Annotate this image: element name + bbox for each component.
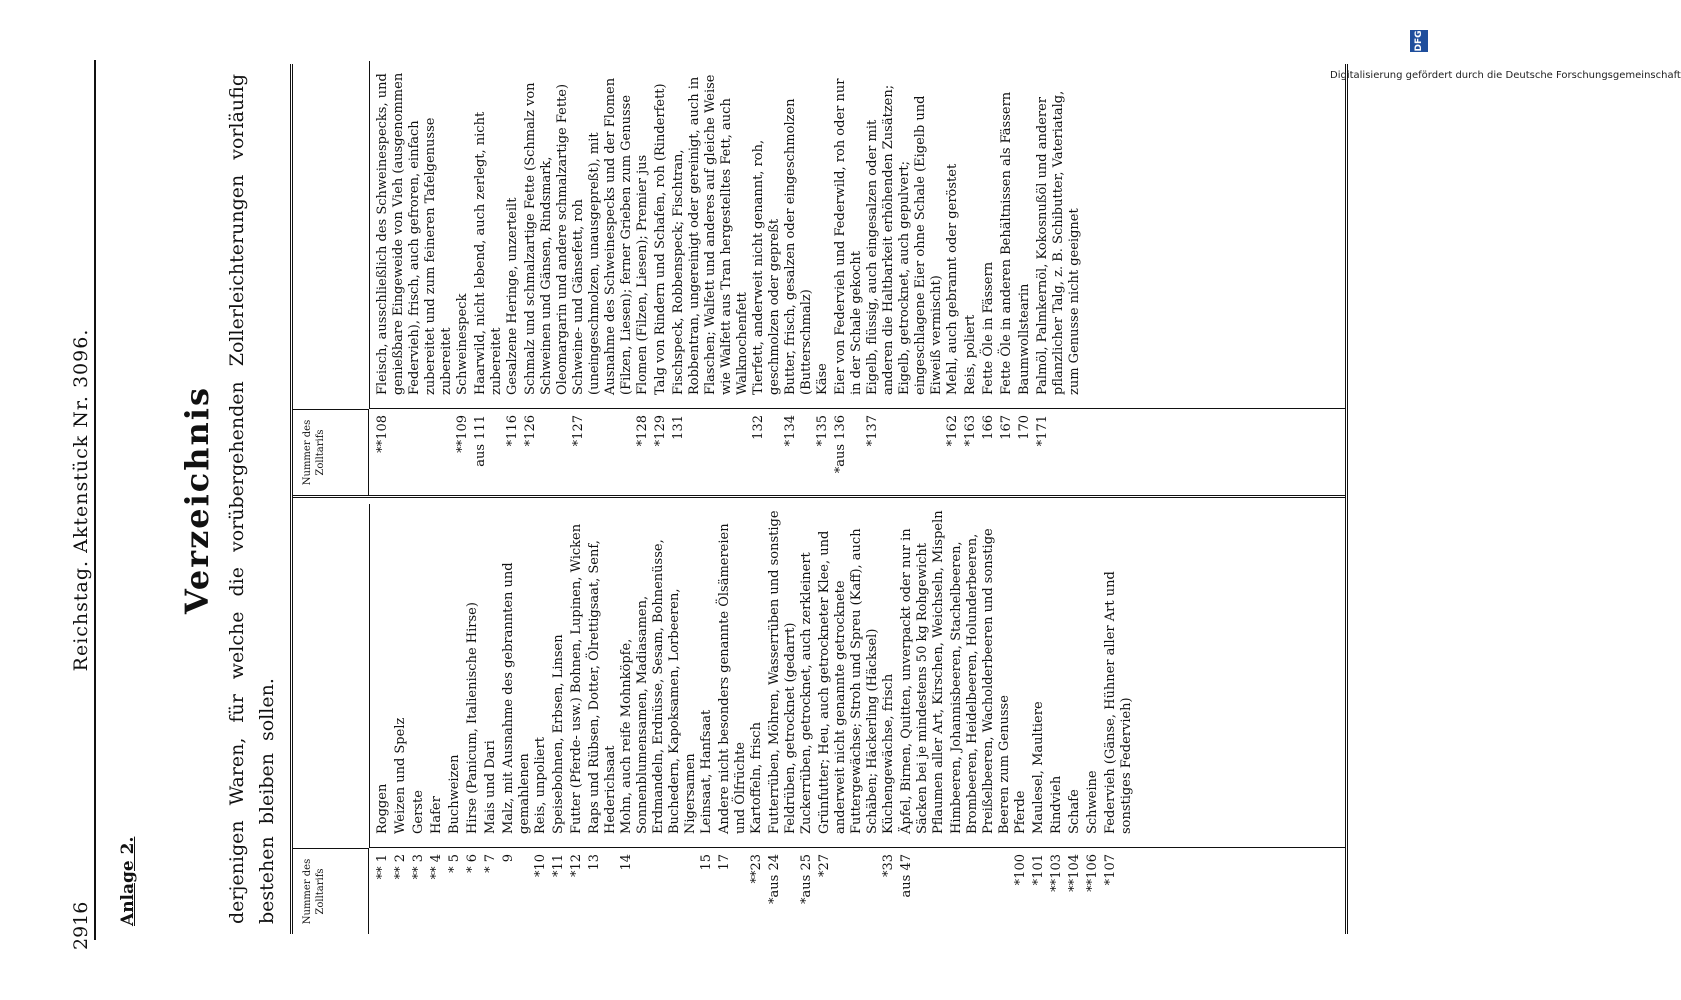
tariff-number: **106 [1085, 854, 1100, 892]
table-row [1067, 504, 1085, 934]
table-rows-left [375, 504, 1135, 934]
table-row [1103, 504, 1135, 934]
table-rows-right [375, 61, 1083, 495]
table-row [999, 61, 1017, 495]
table-row [447, 504, 465, 934]
goods-description: Reis, unpoliert [533, 737, 548, 834]
tariff-number: 132 [751, 415, 766, 440]
table-row [635, 61, 653, 495]
tariff-number: *aus 25 [799, 854, 814, 904]
goods-description: Weizen und Spelz [393, 717, 408, 834]
goods-description: Buchweizen [447, 754, 462, 834]
goods-description: Schweine [1085, 770, 1100, 834]
goods-description: Gesalzene Heringe, unzerteilt [505, 197, 520, 395]
table-row [751, 61, 783, 495]
goods-description: Fleisch, ausschließlich des Schweinespecks, und genießbare Eingeweide von Vieh (ausgenommen Federvieh), frisch, auch gefroren, einfach zubereitet und zum feineren Tafelgenusse zubereitet [375, 72, 454, 395]
table-row [505, 61, 523, 495]
table-row [899, 504, 931, 934]
tariff-number: *116 [505, 415, 520, 447]
tariff-number: *134 [783, 415, 798, 447]
tariff-number: *129 [653, 415, 668, 447]
tariff-number: **104 [1067, 854, 1082, 892]
goods-description: Malz, mit Ausnahme des gebrannten und gemahlenen [501, 562, 532, 834]
goods-description: Haarwild, nicht lebend, auch zerlegt, nicht zubereitet [473, 111, 504, 395]
tariff-number: 13 [587, 854, 602, 871]
table-row [717, 504, 749, 934]
table-row [551, 504, 569, 934]
table-row [501, 504, 533, 934]
table-row [1013, 504, 1031, 934]
column-header-tariff-number: Nummer des Zolltarifs [293, 848, 369, 934]
table-row [411, 504, 429, 934]
table-row [393, 504, 411, 934]
tariff-number: 15 [699, 854, 714, 871]
goods-description: Flomen (Filzen, Liesen); Premier jus [635, 154, 650, 395]
table-row [671, 61, 751, 495]
column-header-description [293, 61, 370, 409]
table-row [699, 504, 717, 934]
table-row [833, 61, 865, 495]
table-row [1035, 61, 1083, 495]
goods-description: Fette Öle in Fässern [981, 261, 996, 395]
goods-description: Zuckerrüben, getrocknet, auch zerkleinert [799, 552, 814, 834]
table-row [945, 61, 963, 495]
goods-description: Mais und Dari [483, 740, 498, 834]
goods-description: Eigelb, flüssig, auch eingesalzen oder mit anderen die Haltbarkeit erhöhenden Zusätzen; Eigelb, getrocknet, auch gepulvert; eingeschlagene Eier ohne Schale (Eigelb und Eiweiß vermischt) [865, 84, 944, 395]
goods-description: Gerste [411, 790, 426, 834]
table-row [815, 61, 833, 495]
goods-description: Baumwollstearin [1017, 283, 1032, 395]
tariff-number: *128 [635, 415, 650, 447]
tariff-number: *33 [881, 854, 896, 878]
table-row [653, 61, 671, 495]
table-row [749, 504, 767, 934]
table-row [473, 61, 505, 495]
header-rule [94, 60, 96, 940]
goods-description: Hafer [429, 796, 444, 834]
goods-description: Andere nicht besonders genannte Ölsämereien und Ölfrüchte [717, 523, 748, 834]
table-row [963, 61, 981, 495]
table-column-left [293, 504, 1345, 934]
goods-description: Himbeeren, Johannisbeeren, Stachelbeeren, Brombeeren, Heidelbeeren, Holunderbeeren, Preißelbeeren, Wacholderbeeren und sonstige Beeren zum Genusse [949, 528, 1012, 834]
table-row [1017, 61, 1035, 495]
table-row [799, 504, 817, 934]
tariff-number: *aus 24 [767, 854, 782, 904]
tariff-number: aus 47 [899, 854, 914, 898]
tariff-number: **23 [749, 854, 764, 884]
table-row [1031, 504, 1049, 934]
tariff-number: *100 [1013, 854, 1028, 886]
tariff-number: *126 [523, 415, 538, 447]
goods-description: Futterrüben, Möhren, Wasserrüben und sonstige Feldrüben, getrocknet (gedarrt) [767, 510, 798, 834]
goods-description: Tierfett, anderweit nicht genannt, roh, geschmolzen oder gepreßt [751, 139, 782, 395]
tariff-number: ** 1 [375, 854, 390, 880]
table-row [375, 504, 393, 934]
tariff-number: 17 [717, 854, 732, 871]
goods-description: Speisebohnen, Erbsen, Linsen [551, 634, 566, 834]
tariff-number: **108 [375, 415, 390, 453]
document-subtitle: derjenigen Waren, für welche die vorübergehenden Zollerleichterungen vorläufig bestehen bleiben sollen. [226, 74, 278, 924]
tariff-number: * 7 [483, 854, 498, 873]
goods-description: Roggen [375, 783, 390, 834]
tariff-number: *11 [551, 854, 566, 878]
tariff-number: *101 [1031, 854, 1046, 886]
goods-description: Futter (Pferde- usw.) Bohnen, Lupinen, Wicken [569, 523, 584, 834]
tariff-number [931, 842, 949, 934]
table-row [429, 504, 447, 934]
tariff-number: 9 [501, 854, 516, 863]
goods-description: Fette Öle in anderen Behältnissen als Fässern [999, 91, 1014, 395]
table-row [523, 61, 571, 495]
goods-description: Reis, poliert [963, 314, 978, 395]
column-header-tariff-number: Nummer des Zolltarifs [293, 409, 369, 495]
table-row [931, 504, 949, 934]
anlage-label: Anlage 2. [118, 836, 138, 926]
tariff-number: *163 [963, 415, 978, 447]
table-row [881, 504, 899, 934]
goods-description: Mehl, auch gebrannt oder geröstet [945, 163, 960, 395]
tariff-number: ** 2 [393, 854, 408, 880]
goods-description: Maulesel, Maultiere [1031, 701, 1046, 834]
tariff-number: *12 [569, 854, 584, 878]
table-row [1085, 504, 1103, 934]
tariff-number: *135 [815, 415, 830, 447]
goods-description: Leinsaat, Hanfsaat [699, 709, 714, 834]
tariff-number: *27 [817, 854, 832, 878]
dfg-logo: DFG [1410, 30, 1428, 52]
goods-description: Mohn, auch reife Mohnköpfe, Sonnenblumensamen, Madiasamen, Erdmandeln, Erdnüsse, Sesam, Bohnenüsse, Buchedern, Kapoksamen, Lorbeeren, Nigersamen [619, 539, 698, 834]
table-row [817, 504, 881, 934]
tariff-number: *127 [571, 415, 586, 447]
table-row [1049, 504, 1067, 934]
table-row [783, 61, 815, 495]
tariff-number: *aus 136 [833, 415, 848, 474]
tariff-number: 167 [999, 415, 1014, 440]
tariff-number: 131 [671, 415, 686, 440]
goods-description: Butter, frisch, gesalzen oder eingeschmolzen (Butterschmalz) [783, 98, 814, 395]
table-row [587, 504, 619, 934]
goods-description: Talg von Rindern und Schafen, roh (Rinderfett) [653, 83, 668, 395]
goods-description: Kartoffeln, frisch [749, 722, 764, 834]
goods-description: Hirse (Panicum, Italienische Hirse) [465, 602, 480, 834]
goods-description: Schweinespeck [455, 293, 470, 395]
goods-description: Pferde [1013, 790, 1028, 834]
table-row [465, 504, 483, 934]
tariff-number: *107 [1103, 854, 1118, 886]
column-header-description [293, 504, 370, 848]
tariff-number: ** 4 [429, 854, 444, 880]
table-row [949, 504, 1013, 934]
goods-description: Pflaumen aller Art, Kirschen, Weichseln, Mispeln [931, 510, 946, 834]
tariff-number: **109 [455, 415, 470, 453]
table-row [455, 61, 473, 495]
tariff-number [949, 842, 1013, 934]
goods-description: Schmalz und schmalzartige Fette (Schmalz von Schweinen und Gänsen, Rindsmark, Oleomargarin und andere schmalzartige Fette) [523, 82, 570, 395]
table-row [569, 504, 587, 934]
tariff-number: *10 [533, 854, 548, 878]
tariff-number: 14 [619, 854, 634, 871]
page-header-title: Reichstag. Aktenstück Nr. 3096. [70, 328, 92, 672]
tariff-number: ** 3 [411, 854, 426, 880]
tariff-number: **103 [1049, 854, 1064, 892]
tariff-table [290, 64, 1348, 934]
table-row [865, 61, 945, 495]
table-row [981, 61, 999, 495]
tariff-number: * 6 [465, 854, 480, 873]
goods-description: Fischspeck, Robbenspeck; Fischtran, Robbentran, ungereinigt oder gereinigt, auch in Flaschen; Walfett und anderes auf gleiche Weise wie Walfett aus Tran hergestelltes Fett, auch Walknochenfett [671, 74, 750, 395]
table-column-right [293, 61, 1345, 498]
table-row [483, 504, 501, 934]
table-row [375, 61, 455, 495]
document-title: Verzeichnis [178, 386, 216, 614]
goods-description: Schweine- und Gänsefett, roh (uneingeschmolzen, unausgepreßt), mit Ausnahme des Schweinespecks und der Flomen (Filzen, Liesen); ferner Grieben zum Genusse [571, 77, 634, 395]
goods-description: Äpfel, Birnen, Quitten, unverpackt oder nur in Säcken bei je mindestens 50 kg Rohgewicht [899, 528, 930, 834]
table-row [619, 504, 699, 934]
goods-description: Rindvieh [1049, 775, 1064, 834]
tariff-number: *162 [945, 415, 960, 447]
tariff-number: * 5 [447, 854, 462, 873]
tariff-number: 166 [981, 415, 996, 440]
goods-description: Federvieh (Gänse, Hühner aller Art und sonstiges Federvieh) [1103, 571, 1134, 834]
tariff-number: aus 111 [473, 415, 488, 467]
goods-description: Raps und Rübsen, Dotter, Ölrettigsaat, Senf, Hederichsaat [587, 540, 618, 834]
goods-description: Küchengewächse, frisch [881, 673, 896, 834]
tariff-number: *171 [1035, 415, 1050, 447]
table-row [533, 504, 551, 934]
tariff-number: *137 [865, 415, 880, 447]
goods-description: Eier von Federvieh und Federwild, roh oder nur in der Schale gekocht [833, 78, 864, 395]
goods-description: Palmöl, Palmkernöl, Kokosnußöl und anderer pflanzlicher Talg, z. B. Schibutter, Vateriatalg, zum Genusse nicht geeignet [1035, 90, 1082, 395]
tariff-number: 170 [1017, 415, 1032, 440]
page-number: 2916 [70, 901, 92, 950]
goods-description: Schafe [1067, 789, 1082, 834]
credit-text: Digitalisierung gefördert durch die Deutsche Forschungsgemeinschaft [1330, 70, 1681, 81]
table-row [767, 504, 799, 934]
goods-description: Käse [815, 363, 830, 395]
goods-description: Grünfutter; Heu, auch getrockneter Klee, und anderweit nicht genannte getrocknete Futtergewächse; Stroh und Spreu (Kaff), auch Schäben; Häckerling (Häcksel) [817, 528, 880, 834]
table-row [571, 61, 635, 495]
